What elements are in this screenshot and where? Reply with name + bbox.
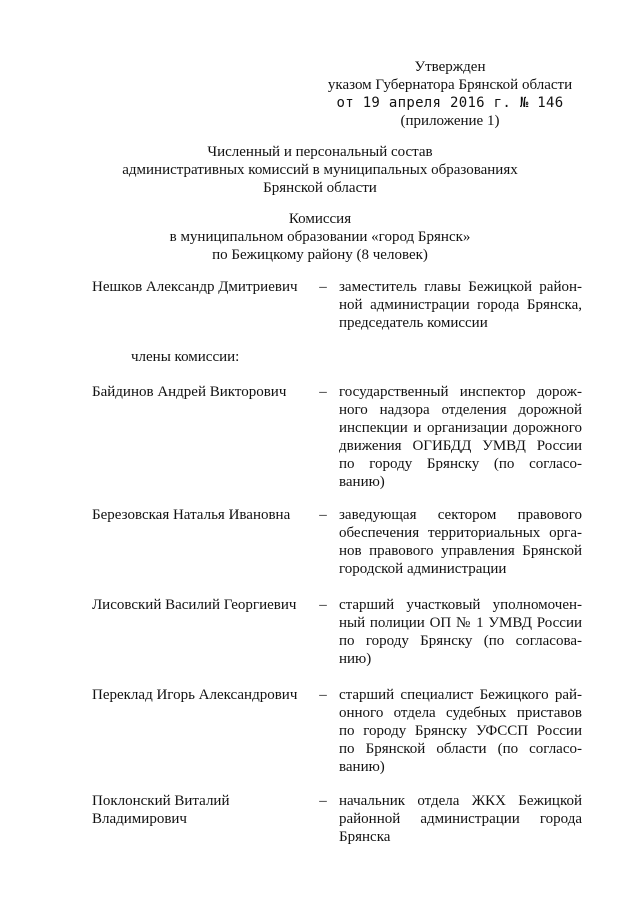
approval-line-1: Утвержден	[414, 59, 486, 75]
member-role-line: инспекции и организации дорожного	[339, 420, 582, 436]
member-name	[92, 596, 312, 614]
member-name-line: Поклонский Виталий	[92, 793, 230, 809]
approval-block	[300, 58, 600, 130]
member-name-line: Лисовский Василий Георгиевич	[92, 597, 297, 613]
member-name	[92, 383, 312, 401]
approval-appendix: (приложение 1)	[400, 113, 500, 129]
member-role-line: по городу Брянску (по согласова-	[339, 633, 582, 649]
title-line-2: административных комиссий в муниципальных образованиях	[122, 162, 518, 178]
member-role-line: по городу Брянску (по согласо-	[339, 456, 582, 472]
member-name	[92, 278, 312, 296]
member-role-line: онного отдела судебных приставов	[339, 705, 582, 721]
member-name	[92, 506, 312, 524]
member-role	[339, 792, 582, 846]
member-role-line: ной администрации города Брянска,	[339, 297, 582, 313]
member-role-line: движения ОГИБДД УМВД России	[339, 438, 582, 454]
member-role-line: нов правового управления Брянской	[339, 543, 582, 559]
member-role-line: ного надзора отделения дорожной	[339, 402, 582, 418]
member-role-line: по городу Брянску УФССП России	[339, 723, 582, 739]
member-role-line: обеспечения территориальных орга-	[339, 525, 582, 541]
commission-heading	[60, 210, 580, 264]
member-role-line: заместитель главы Бежицкой район-	[339, 279, 582, 295]
member-role-line: районной администрации города	[339, 811, 582, 827]
member-role-line: председатель комиссии	[339, 315, 488, 331]
dash-separator: –	[319, 687, 327, 703]
member-name	[92, 686, 312, 704]
dash-separator: –	[319, 507, 327, 523]
member-role-line: начальник отдела ЖКХ Бежицкой	[339, 793, 582, 809]
members-label: члены комиссии:	[131, 349, 240, 365]
commission-line-3: по Бежицкому району (8 человек)	[212, 247, 428, 263]
commission-line-1: Комиссия	[288, 211, 352, 227]
member-role-line: государственный инспектор дорож-	[339, 384, 582, 400]
member-role-line: ный полиции ОП № 1 УМВД России	[339, 615, 582, 631]
member-name-line: Байдинов Андрей Викторович	[92, 384, 287, 400]
member-role	[339, 596, 582, 668]
dash-separator: –	[319, 597, 327, 613]
member-role-line: Брянска	[339, 829, 391, 845]
dash-separator: –	[319, 279, 327, 295]
member-name-line: Березовская Наталья Ивановна	[92, 507, 291, 523]
member-role-line: ванию)	[339, 474, 385, 490]
title-line-3: Брянской области	[263, 180, 377, 196]
member-role-line: городской администрации	[339, 561, 507, 577]
member-role-line: ванию)	[339, 759, 385, 775]
commission-line-2: в муниципальном образовании «город Брянск»	[169, 229, 471, 245]
member-role	[339, 383, 582, 491]
member-name-line: Переклад Игорь Александрович	[92, 687, 298, 703]
member-role	[339, 278, 582, 332]
title-line-1: Численный и персональный состав	[207, 144, 433, 160]
member-name	[92, 792, 312, 828]
document-title	[60, 143, 580, 197]
member-role-line: старший специалист Бежицкого рай-	[339, 687, 582, 703]
member-role	[339, 506, 582, 578]
member-role-line: старший участковый уполномочен-	[339, 597, 582, 613]
member-role-line: нию)	[339, 651, 372, 667]
dash-separator: –	[319, 793, 327, 809]
member-role-line: заведующая сектором правового	[339, 507, 582, 523]
member-role-line: по Брянской области (по согласо-	[339, 741, 582, 757]
dash-separator: –	[319, 384, 327, 400]
approval-date-number: от 19 апреля 2016 г. № 146	[336, 95, 564, 111]
member-name-line: Нешков Александр Дмитриевич	[92, 279, 298, 295]
member-name-line: Владимирович	[92, 811, 187, 827]
approval-line-2: указом Губернатора Брянской области	[327, 77, 573, 93]
member-role	[339, 686, 582, 776]
